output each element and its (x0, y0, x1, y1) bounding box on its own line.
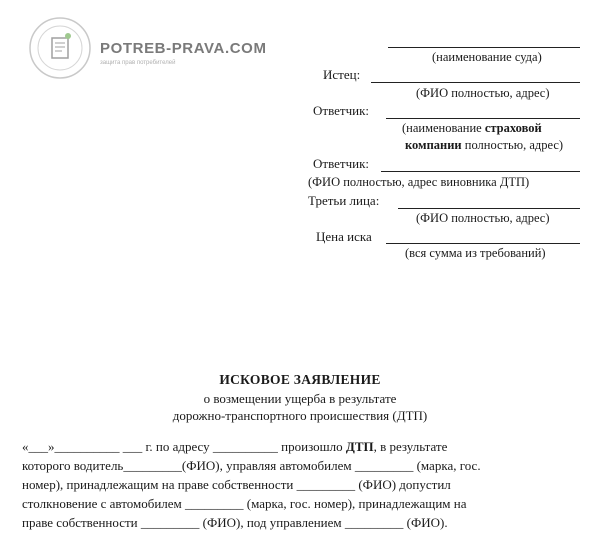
plaintiff-line (371, 82, 580, 83)
claim-body (22, 437, 582, 532)
document-title: ИСКОВОЕ ЗАЯВЛЕНИЕ (219, 372, 381, 387)
third-parties-line (398, 208, 580, 209)
seal-icon (28, 16, 92, 80)
defendant1-hint-2: компании полностью, адрес) (405, 138, 564, 152)
defendant1-label: Ответчик: (313, 103, 370, 118)
body-line-1: «___»__________ ___ г. по адресу __________ произошло ДТП, в результате (22, 439, 448, 454)
court-line (388, 47, 580, 48)
body-line-5: праве собственности _________ (ФИО), под управлением _________ (ФИО). (22, 515, 448, 530)
plaintiff-label: Истец: (323, 67, 361, 82)
defendant2-label: Ответчик: (313, 156, 370, 171)
claim-price-label: Цена иска (316, 229, 372, 244)
document-subtitle-2: дорожно-транспортного происшествия (ДТП) (172, 408, 428, 423)
body-line-2: которого водитель_________(ФИО), управляя автомобилем _________ (марка, гос. (22, 458, 481, 473)
logo-tagline: защита прав потребителей (100, 60, 176, 66)
defendant1-line (386, 118, 580, 119)
claim-price-hint: (вся сумма из требований) (405, 246, 546, 260)
logo-site-name: POTREB-PRAVA.COM (100, 40, 267, 57)
body-line-4: столкновение с автомобилем _________ (марка, гос. номер), принадлежащим на (22, 496, 467, 511)
third-parties-label: Третьи лица: (308, 193, 380, 208)
document-subtitle-1: о возмещении ущерба в результате (203, 391, 397, 406)
defendant2-hint: (ФИО полностью, адрес виновника ДТП) (308, 175, 530, 189)
defendant1-hint-1: (наименование страховой (402, 121, 542, 135)
plaintiff-hint: (ФИО полностью, адрес) (416, 86, 550, 100)
court-hint: (наименование суда) (432, 50, 542, 64)
third-parties-hint: (ФИО полностью, адрес) (416, 211, 550, 225)
defendant2-line (381, 171, 580, 172)
body-line-3: номер), принадлежащим на праве собственности _________ (ФИО) допустил (22, 477, 451, 492)
site-logo (28, 16, 268, 80)
claim-price-line (386, 243, 580, 244)
